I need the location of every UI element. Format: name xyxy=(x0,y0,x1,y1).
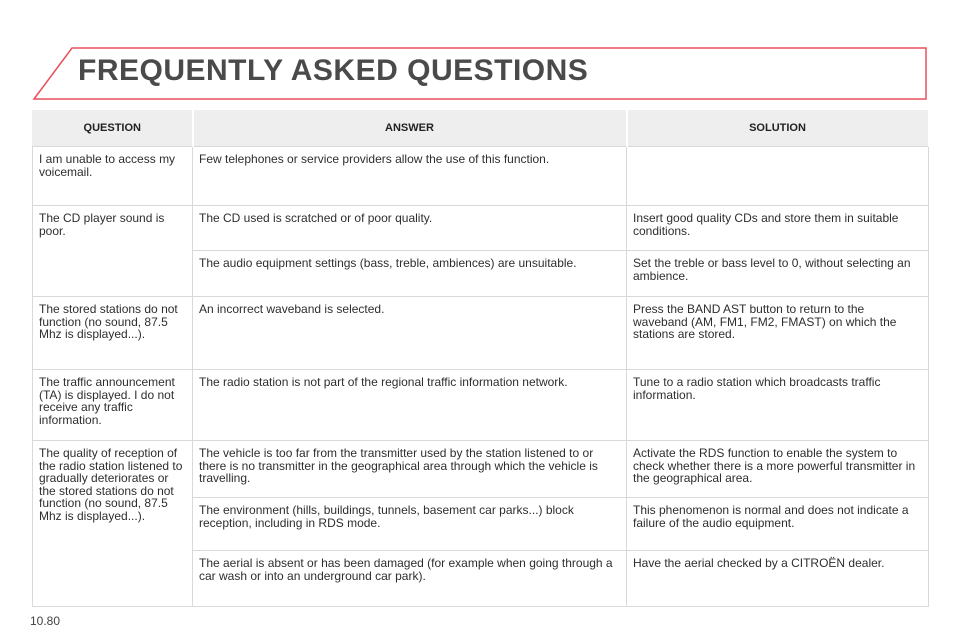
answer-cell: The vehicle is too far from the transmitter used by the station listened to or there is no transmitter in the geographical area through which the vehicle is travelling. xyxy=(193,441,627,498)
solution-cell xyxy=(627,147,929,206)
column-header-question: QUESTION xyxy=(33,110,193,147)
faq-table xyxy=(32,110,930,607)
question-cell: The quality of reception of the radio station listened to gradually deteriorates or the stored stations do not function (no sound, 87.5 Mhz is displayed...). xyxy=(33,441,193,607)
column-header-answer: ANSWER xyxy=(193,110,627,147)
question-cell: The traffic announcement (TA) is displayed. I do not receive any traffic information. xyxy=(33,370,193,441)
solution-cell: Press the BAND AST button to return to the waveband (AM, FM1, FM2, FMAST) on which the stations are stored. xyxy=(627,297,929,370)
question-cell: The CD player sound is poor. xyxy=(33,206,193,297)
solution-cell: Tune to a radio station which broadcasts traffic information. xyxy=(627,370,929,441)
page-header xyxy=(32,46,928,100)
answer-cell: The CD used is scratched or of poor quality. xyxy=(193,206,627,251)
answer-cell: An incorrect waveband is selected. xyxy=(193,297,627,370)
table-row xyxy=(33,206,929,251)
question-cell: I am unable to access my voicemail. xyxy=(33,147,193,206)
answer-cell: The radio station is not part of the regional traffic information network. xyxy=(193,370,627,441)
table-row xyxy=(33,147,929,206)
page-title: FREQUENTLY ASKED QUESTIONS xyxy=(78,54,589,87)
answer-cell: Few telephones or service providers allow the use of this function. xyxy=(193,147,627,206)
answer-cell: The environment (hills, buildings, tunnels, basement car parks...) block reception, including in RDS mode. xyxy=(193,498,627,551)
page-number: 10.80 xyxy=(30,614,61,628)
solution-cell: Have the aerial checked by a CITROËN dealer. xyxy=(627,551,929,607)
table-header-row xyxy=(33,110,929,147)
table-row xyxy=(33,370,929,441)
solution-cell: Set the treble or bass level to 0, without selecting an ambience. xyxy=(627,251,929,297)
question-cell: The stored stations do not function (no sound, 87.5 Mhz is displayed...). xyxy=(33,297,193,370)
table-row xyxy=(33,297,929,370)
answer-cell: The audio equipment settings (bass, treble, ambiences) are unsuitable. xyxy=(193,251,627,297)
table-row xyxy=(33,441,929,498)
solution-cell: This phenomenon is normal and does not indicate a failure of the audio equipment. xyxy=(627,498,929,551)
solution-cell: Insert good quality CDs and store them in suitable conditions. xyxy=(627,206,929,251)
answer-cell: The aerial is absent or has been damaged (for example when going through a car wash or into an underground car park). xyxy=(193,551,627,607)
column-header-solution: SOLUTION xyxy=(627,110,929,147)
solution-cell: Activate the RDS function to enable the system to check whether there is a more powerful transmitter in the geographical area. xyxy=(627,441,929,498)
